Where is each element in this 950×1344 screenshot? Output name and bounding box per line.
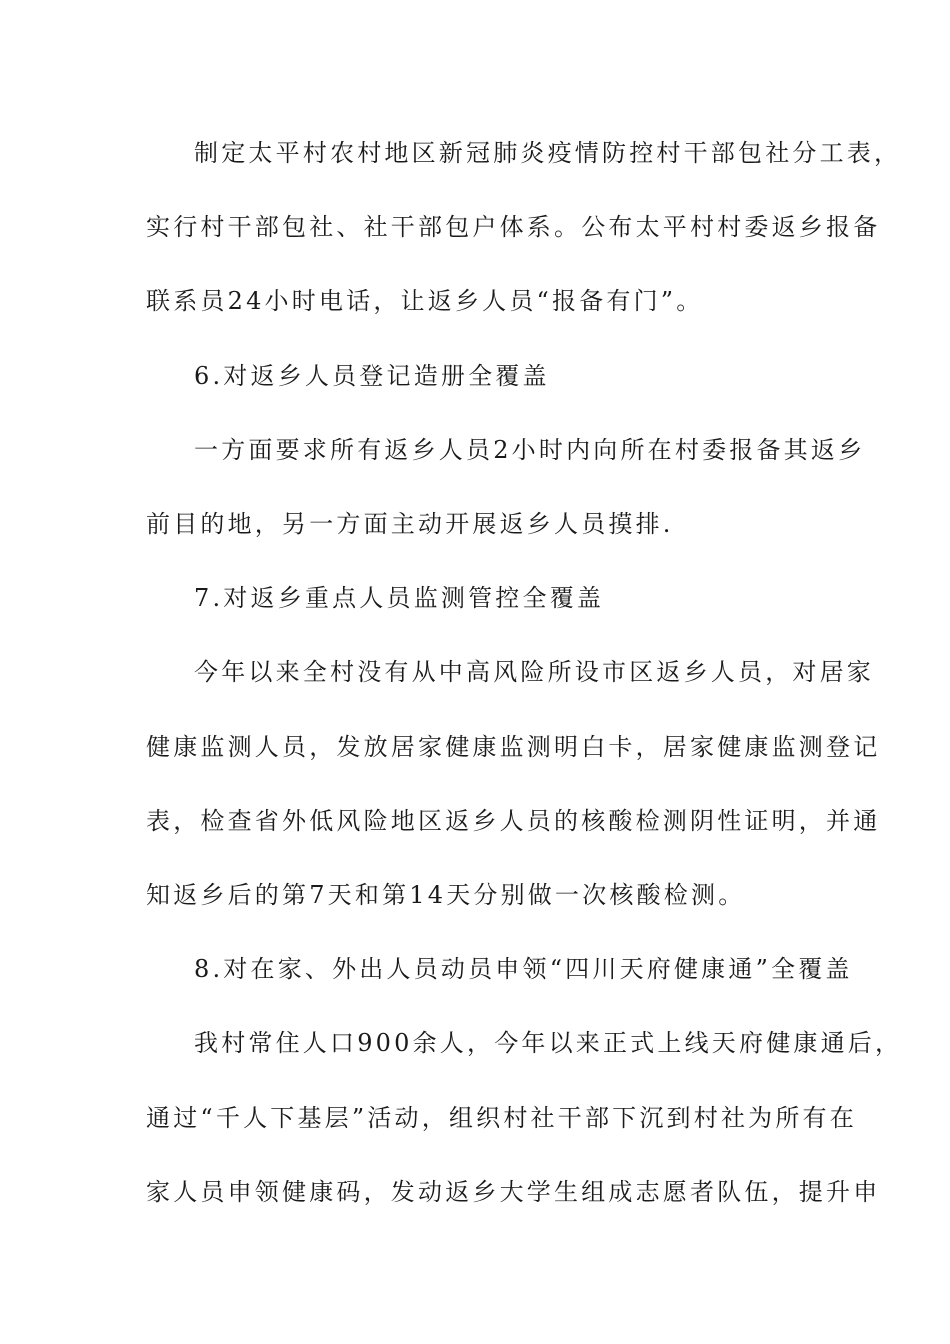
paragraph-line: 一方面要求所有返乡人员2小时内向所在村委报备其返乡 — [194, 436, 866, 464]
paragraph-line: 前目的地，另一方面主动开展返乡人员摸排. — [146, 510, 674, 538]
paragraph-line: 联系员24小时电话，让返乡人员“报备有门”。 — [146, 287, 704, 315]
paragraph-line: 实行村干部包社、社干部包户体系。公布太平村村委返乡报备 — [146, 213, 881, 241]
section-heading: 8.对在家、外出人员动员申领“四川天府健康通”全覆盖 — [194, 955, 853, 983]
section-heading: 6.对返乡人员登记造册全覆盖 — [194, 362, 550, 390]
paragraph-line: 我村常住人口900余人，今年以来正式上线天府健康通后， — [194, 1029, 903, 1057]
paragraph-line: 通过“千人下基层”活动，组织村社干部下沉到村社为所有在 — [146, 1104, 857, 1132]
section-heading: 7.对返乡重点人员监测管控全覆盖 — [194, 584, 605, 612]
paragraph-line: 今年以来全村没有从中高风险所设市区返乡人员，对居家 — [194, 658, 874, 686]
paragraph-line: 表，检查省外低风险地区返乡人员的核酸检测阴性证明，并通 — [146, 807, 881, 835]
paragraph-line: 制定太平村农村地区新冠肺炎疫情防控村干部包社分工表， — [194, 139, 902, 167]
paragraph-line: 家人员申领健康码，发动返乡大学生组成志愿者队伍，提升申 — [146, 1178, 881, 1206]
paragraph-line: 健康监测人员，发放居家健康监测明白卡，居家健康监测登记 — [146, 733, 881, 761]
paragraph-line: 知返乡后的第7天和第14天分别做一次核酸检测。 — [146, 881, 746, 909]
